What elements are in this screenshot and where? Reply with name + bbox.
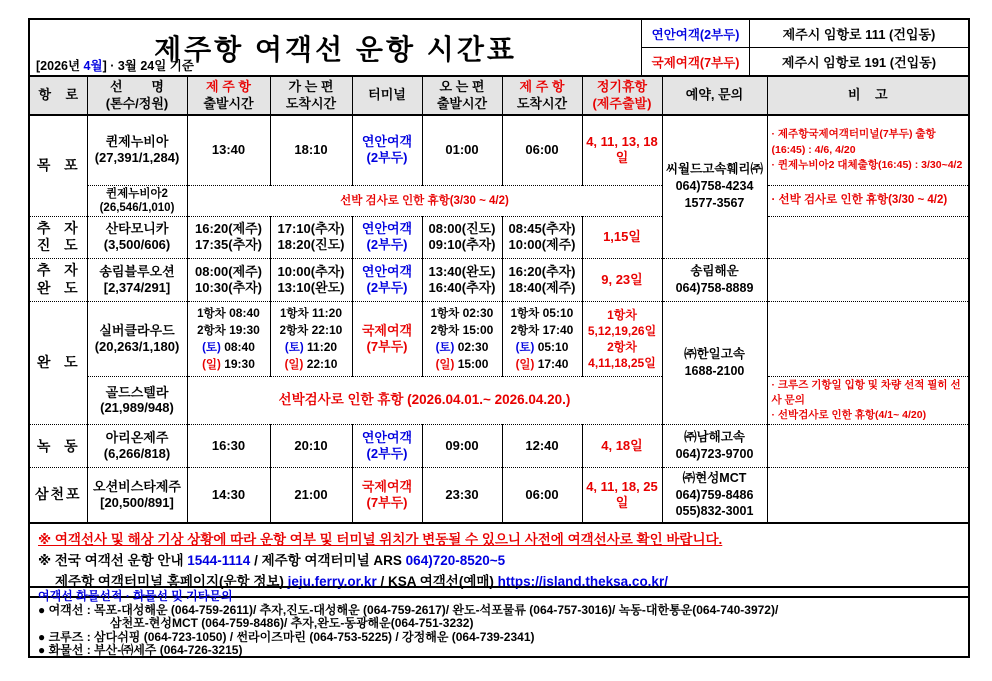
jeju-arrival-cell: 08:45(추자) 10:00(제주) — [502, 216, 582, 258]
contact-cell: 송림해운 064)758-8889 — [662, 258, 767, 301]
coastal-terminal-address: 제주시 임항로 111 (건입동) — [782, 27, 936, 42]
terminal-cell: 연안여객 (2부두) — [352, 216, 422, 258]
col-terminal: 터미널 — [352, 77, 422, 115]
suspension-notice-cell: 선박 검사로 인한 휴항(3/30 ~ 4/2) — [187, 185, 662, 216]
col-ship: 선 명 (톤수/정원) — [87, 77, 187, 115]
ksa-booking-link[interactable]: https://island.theksa.co.kr/ — [497, 573, 668, 589]
col-reservation-contact: 예약, 문의 — [662, 77, 767, 115]
holiday-cell: 4, 18일 — [582, 425, 662, 468]
contact-cell: ㈜남해고속 064)723-9700 — [662, 425, 767, 468]
ship-name-cell: 산타모니카 (3,500/606) — [87, 216, 187, 258]
jeju-departure-cell: 16:20(제주) 17:35(추자) — [187, 216, 270, 258]
remarks-cell — [767, 425, 968, 468]
cargo-ship-contacts: ● 화물선 : 부산-㈜세주 (064-726-3215) — [38, 643, 243, 657]
jeju-departure-cell: 1항차 08:40 2항차 19:30 (토) 08:40 (일) 19:30 — [187, 301, 270, 376]
cargo-contacts-title: 여객선 화물선적 · 화물선 및 기타문의 — [38, 589, 233, 603]
route-cell: 추 자 진 도 — [30, 216, 87, 258]
remarks-cell: · 제주항국제여객터미널(7부두) 출항(16:45) : 4/6, 4/20 · 퀸제누비아2 대체출항(16:45) : 3/30~4/2 — [767, 115, 968, 185]
ship-name-cell: 아리온제주 (6,266/818) — [87, 425, 187, 468]
col-return-departure: 오 는 편 출발시간 — [422, 77, 502, 115]
passenger-ship-contacts-cont: 삼천포-현성MCT (064-759-8486)/ 추자,완도-동광해운(064-751-3232) — [110, 616, 474, 630]
date-note — [36, 56, 194, 74]
contact-cell: ㈜현성MCT 064)759-8486 055)832-3001 — [662, 468, 767, 523]
table-row-wando-silvercloud — [30, 301, 968, 376]
weather-warning-text: ※ 여객선사 및 해상 기상 상황에 따라 운항 여부 및 터미널 위치가 변동될 수 있으니 사전에 여객선사로 확인 바랍니다. — [38, 531, 723, 547]
holiday-cell: 9, 23일 — [582, 258, 662, 301]
table-row-chuja-jindo — [30, 216, 968, 258]
passenger-ship-contacts: ● 여객선 : 목포-대성해운 (064-759-2611)/ 추자,진도-대성해운 (064-759-2617)/ 완도-석포물류 (064-757-3016)/ 녹동-대한통운(064-740-3972)/ — [38, 602, 779, 617]
outbound-arrival-cell: 18:10 — [270, 115, 352, 185]
column-header-row — [30, 77, 968, 115]
col-jeju-arrival: 제 주 항 도착시간 — [502, 77, 582, 115]
terminal-cell: 연안여객 (2부두) — [352, 115, 422, 185]
col-regular-holiday: 정기휴항 (제주출발) — [582, 77, 662, 115]
jeju-arrival-cell: 1항차 05:10 2항차 17:40 (토) 05:10 (일) 17:40 — [502, 301, 582, 376]
route-cell: 추 자 완 도 — [30, 258, 87, 301]
table-row-samcheonpo — [30, 468, 968, 523]
terminal-cell: 연안여객 (2부두) — [352, 258, 422, 301]
table-row-nokdong — [30, 425, 968, 468]
return-departure-cell: 01:00 — [422, 115, 502, 185]
holiday-cell: 4, 11, 18, 25일 — [582, 468, 662, 523]
col-outbound-arrival: 가 는 편 도착시간 — [270, 77, 352, 115]
ship-name-cell: 퀸제누비아 (27,391/1,284) — [87, 115, 187, 185]
suspension-notice-cell: 선박검사로 인한 휴항 (2026.04.01.~ 2026.04.20.) — [187, 376, 662, 425]
page-title: 제주항 여객선 운항 시간표 — [154, 33, 517, 65]
holiday-cell: 1항차 5,12,19,26일 2항차 4,11,18,25일 — [582, 301, 662, 376]
terminal-cell: 국제여객 (7부두) — [352, 301, 422, 376]
table-row-mokpo-queenjenuvia2 — [30, 185, 968, 216]
terminal-address-table — [642, 20, 968, 75]
table-row-wando-goldstella — [30, 376, 968, 425]
return-departure-cell: 09:00 — [422, 425, 502, 468]
international-terminal-address: 제주시 임항로 191 (건입동) — [781, 55, 937, 70]
notice-section — [30, 524, 968, 596]
route-cell: 완 도 — [30, 301, 87, 425]
remarks-cell: · 크루즈 기항일 입항 및 차량 선적 필히 선사 문의 · 선박검사로 인한 휴항(4/1~ 4/20) — [767, 376, 968, 425]
jeju-arrival-cell: 12:40 — [502, 425, 582, 468]
contact-cell: ㈜한일고속 1688-2100 — [662, 301, 767, 425]
date-prefix: [2026년 — [36, 59, 84, 73]
route-cell: 목 포 — [30, 115, 87, 216]
jeju-arrival-cell: 06:00 — [502, 468, 582, 523]
terminal-cell: 연안여객 (2부두) — [352, 425, 422, 468]
terminal-address-row — [642, 48, 968, 75]
timetable-document — [28, 18, 970, 598]
remarks-cell — [767, 301, 968, 376]
outbound-arrival-cell: 1항차 11:20 2항차 22:10 (토) 11:20 (일) 22:10 — [270, 301, 352, 376]
jeju-terminal-ars-phone: 064)720-8520~5 — [405, 552, 506, 568]
coastal-terminal-label: 연안여객(2부두) — [642, 20, 750, 47]
jeju-departure-cell: 16:30 — [187, 425, 270, 468]
date-suffix: ] · 3월 24일 기준 — [102, 59, 194, 73]
table-row-chuja-wando — [30, 258, 968, 301]
jeju-departure-cell: 13:40 — [187, 115, 270, 185]
jeju-departure-cell: 08:00(제주) 10:30(추자) — [187, 258, 270, 301]
phone-info-line: ※ 전국 여객선 운항 안내 1544-1114 / 제주항 여객터미널 ARS 064)720-8520~5 — [38, 552, 506, 568]
jeju-departure-cell: 14:30 — [187, 468, 270, 523]
outbound-arrival-cell: 21:00 — [270, 468, 352, 523]
return-departure-cell: 23:30 — [422, 468, 502, 523]
outbound-arrival-cell: 17:10(추자) 18:20(진도) — [270, 216, 352, 258]
ship-name-cell: 퀸제누비아2 (26,546/1,010) — [87, 185, 187, 216]
outbound-arrival-cell: 20:10 — [270, 425, 352, 468]
col-remarks: 비 고 — [767, 77, 968, 115]
col-jeju-departure: 제 주 항 출발시간 — [187, 77, 270, 115]
remarks-cell: · 선박 검사로 인한 휴항(3/30 ~ 4/2) — [767, 185, 968, 216]
holiday-cell: 1,15일 — [582, 216, 662, 258]
jeju-ferry-link[interactable]: jeju.ferry.or.kr — [287, 573, 377, 589]
table-row-mokpo-queenjenuvia — [30, 115, 968, 185]
cruise-contacts: ● 크루즈 : 삼다쉬핑 (064-723-1050) / 썬라이즈마린 (064-753-5225) / 강정해운 (064-739-2341) — [38, 629, 535, 644]
outbound-arrival-cell: 10:00(추자) 13:10(완도) — [270, 258, 352, 301]
remarks-cell — [767, 258, 968, 301]
contact-cell: 씨월드고속훼리㈜ 064)758-4234 1577-3567 — [662, 115, 767, 258]
document-header — [30, 20, 968, 77]
jeju-arrival-cell: 06:00 — [502, 115, 582, 185]
route-cell: 삼천포 — [30, 468, 87, 523]
return-departure-cell: 1항차 02:30 2항차 15:00 (토) 02:30 (일) 15:00 — [422, 301, 502, 376]
col-route: 항 로 — [30, 77, 87, 115]
national-info-phone: 1544-1114 — [187, 552, 251, 568]
international-terminal-label: 국제여객(7부두) — [642, 48, 750, 75]
ship-name-cell: 오션비스타제주 [20,500/891] — [87, 468, 187, 523]
title-area — [30, 20, 642, 75]
terminal-address-row — [642, 20, 968, 48]
remarks-cell — [767, 468, 968, 523]
holiday-cell: 4, 11, 13, 18일 — [582, 115, 662, 185]
ship-name-cell: 송림블루오션 [2,374/291] — [87, 258, 187, 301]
route-cell: 녹 동 — [30, 425, 87, 468]
ship-name-cell: 골드스텔라 (21,989/948) — [87, 376, 187, 425]
terminal-cell: 국제여객 (7부두) — [352, 468, 422, 523]
website-info-line: 제주항 여객터미널 홈페이지(운항 정보) jeju.ferry.or.kr / KSA 여객선(예매) https://island.theksa.co.kr/ — [55, 573, 668, 589]
jeju-arrival-cell: 16:20(추자) 18:40(제주) — [502, 258, 582, 301]
return-departure-cell: 13:40(완도) 16:40(추자) — [422, 258, 502, 301]
return-departure-cell: 08:00(진도) 09:10(추자) — [422, 216, 502, 258]
ferry-timetable-table — [30, 77, 968, 524]
remarks-cell — [767, 216, 968, 258]
date-month: 4월 — [83, 59, 103, 73]
cargo-contacts-box — [28, 586, 970, 658]
ship-name-cell: 실버클라우드 (20,263/1,180) — [87, 301, 187, 376]
